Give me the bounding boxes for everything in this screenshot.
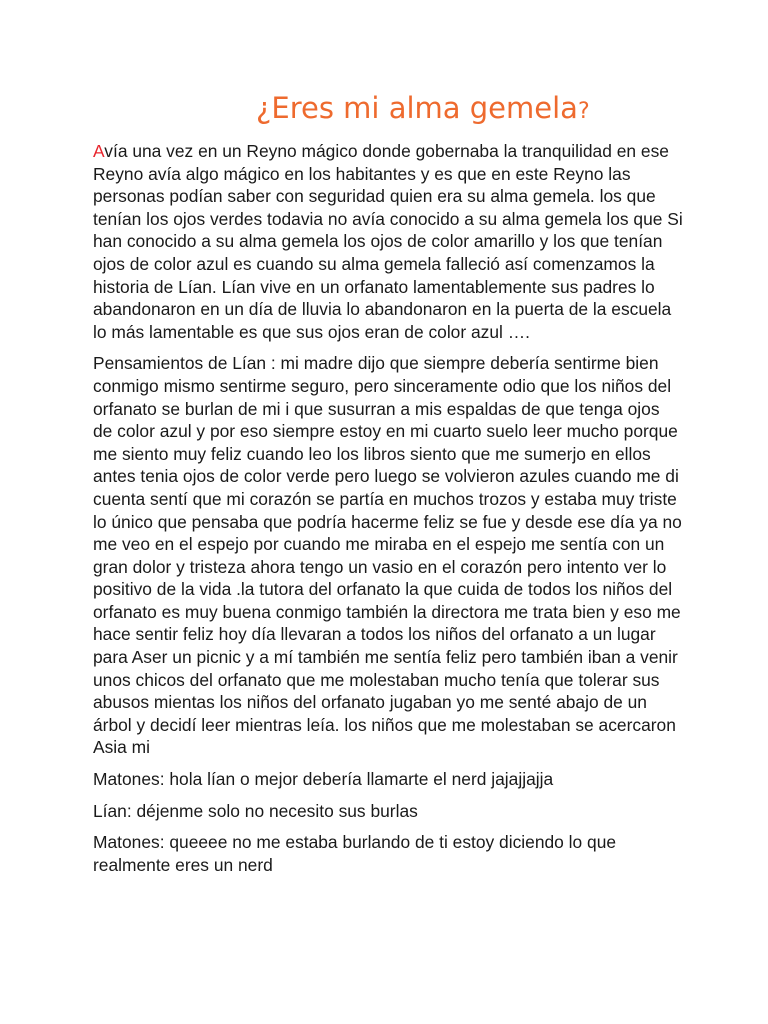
dialogue-line-bullies-1: Matones: hola lían o mejor debería llamarte el nerd jajajjajja [93, 769, 554, 790]
title-question-mark: ? [577, 99, 590, 124]
document-body [93, 140, 683, 885]
title-text: ¿Eres mi alma gemela [256, 91, 578, 125]
drop-cap-letter: A [93, 141, 105, 161]
paragraph-thoughts: Pensamientos de Lían : mi madre dijo que siempre debería sentirme bien conmigo mismo sentirme seguro, pero sinceramente odio que los niños del orfanato se burlan de mi i que susurran a mis espaldas de que tenga ojos de color azul y por eso siempre estoy en mi cuarto suelo leer mucho porque me siento muy feliz cuando leo los libros siento que me sumerjo en ellos antes tenia ojos de color verde pero luego se volvieron azules cuando me di cuenta sentí que mi corazón se partía en muchos trozos y estaba muy triste lo único que pensaba que podría hacerme feliz se fue y desde ese día ya no me veo en el espejo por cuando me miraba en el espejo me sentía con un gran dolor y tristeza ahora tengo un vasio en el corazón pero intento ver lo positivo de la vida .la tutora del orfanato la que cuida de todos los niños del orfanato es muy buena conmigo también la directora me trata bien y eso me hace sentir feliz hoy día llevaran a todos los niños del orfanato a un lugar para Aser un picnic y a mí también me sentía feliz pero también iban a venir unos chicos del orfanato que me molestaban mucho tenía que tolerar sus abusos mientas los niños del orfanato jugaban yo me senté abajo de un árbol y decidí leer mientras leía. los niños que me molestaban se acercaron Asia mi [93, 353, 682, 758]
document-title [256, 88, 590, 132]
paragraph-intro [93, 140, 683, 343]
paragraph-intro-text: vía una vez en un Reyno mágico donde gobernaba la tranquilidad en ese Reyno avía algo mágico en los habitantes y es que en este Reyno las personas podían saber con seguridad quien era su alma gemela. los que tenían los ojos verdes todavia no avía conocido a su alma gemela los que Si han conocido a su alma gemela los ojos de color amarillo y los que tenían ojos de color azul es cuando su alma gemela falleció así comenzamos la historia de Lían. Lían vive en un orfanato lamentablemente sus padres lo abandonaron en un día de lluvia lo abandonaron en la puerta de la escuela lo más lamentable es que sus ojos eran de color azul …. [93, 141, 683, 342]
dialogue-line-bullies-2: Matones: queeee no me estaba burlando de ti estoy diciendo lo que realmente eres un nerd [93, 832, 617, 875]
dialogue-line-lian: Lían: déjenme solo no necesito sus burlas [93, 800, 418, 821]
